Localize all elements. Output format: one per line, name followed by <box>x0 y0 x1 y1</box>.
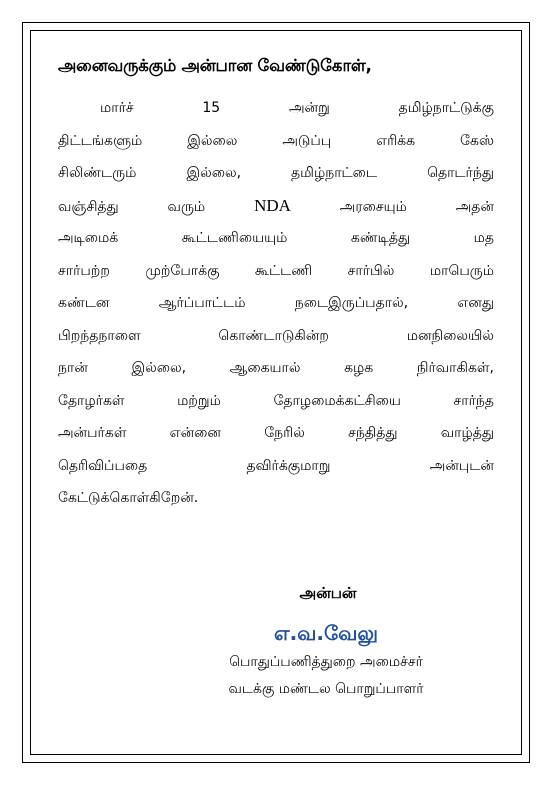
body-line-4: வஞ்சித்து வரும் NDA அரசையும் அதன் <box>58 195 494 215</box>
salutation: அன்பன் <box>299 584 357 602</box>
body-line-3: சிலிண்டரும் இல்லை, தமிழ்நாட்டை தொடர்ந்து <box>58 165 494 181</box>
designation-minister: பொதுப்பணித்துறை அமைச்சர் <box>229 654 423 670</box>
body-line-7: கண்டன ஆர்ப்பாட்டம் நடைஇருப்பதால், எனது <box>58 295 494 311</box>
body-line-9: நான் இல்லை, ஆகையால் கழக நிர்வாகிகள், <box>58 360 494 376</box>
body-line-12: தெரிவிப்பதை தவிர்க்குமாறு அன்புடன் <box>58 457 494 474</box>
designation-zone-incharge: வடக்கு மண்டல பொறுப்பாளர் <box>228 681 424 697</box>
body-line-10: தோழர்கள் மற்றும் தோழமைக்கட்சியை சார்ந்த <box>58 392 494 409</box>
body-line-8: பிறந்தநாளை கொண்டாடுகின்ற மனநிலையில் <box>58 327 494 344</box>
letter-heading: அனைவருக்கும் அன்பான வேண்டுகோள், <box>58 56 372 75</box>
body-line-2: திட்டங்களும் இல்லை அடுப்பு எரிக்க கேஸ் <box>58 132 494 149</box>
body-line-6: சார்பற்ற முற்போக்கு கூட்டணி சார்பில் மாபெரும் <box>58 262 494 279</box>
body-line-13: கேட்டுக்கொள்கிறேன். <box>58 490 199 506</box>
letter-body <box>58 92 494 515</box>
body-line-5: அடிமைக் கூட்டணியையும் கண்டித்து மத <box>58 230 494 246</box>
letter-content <box>58 56 494 697</box>
signer-name: எ.வ.வேலு <box>274 621 378 645</box>
body-line-11: அன்பர்கள் என்னை நேரில் சந்தித்து வாழ்த்து <box>58 425 494 441</box>
nda-text: NDA <box>254 195 291 215</box>
body-line-1: மார்ச் 15 அன்று தமிழ்நாட்டுக்கு <box>100 100 494 116</box>
